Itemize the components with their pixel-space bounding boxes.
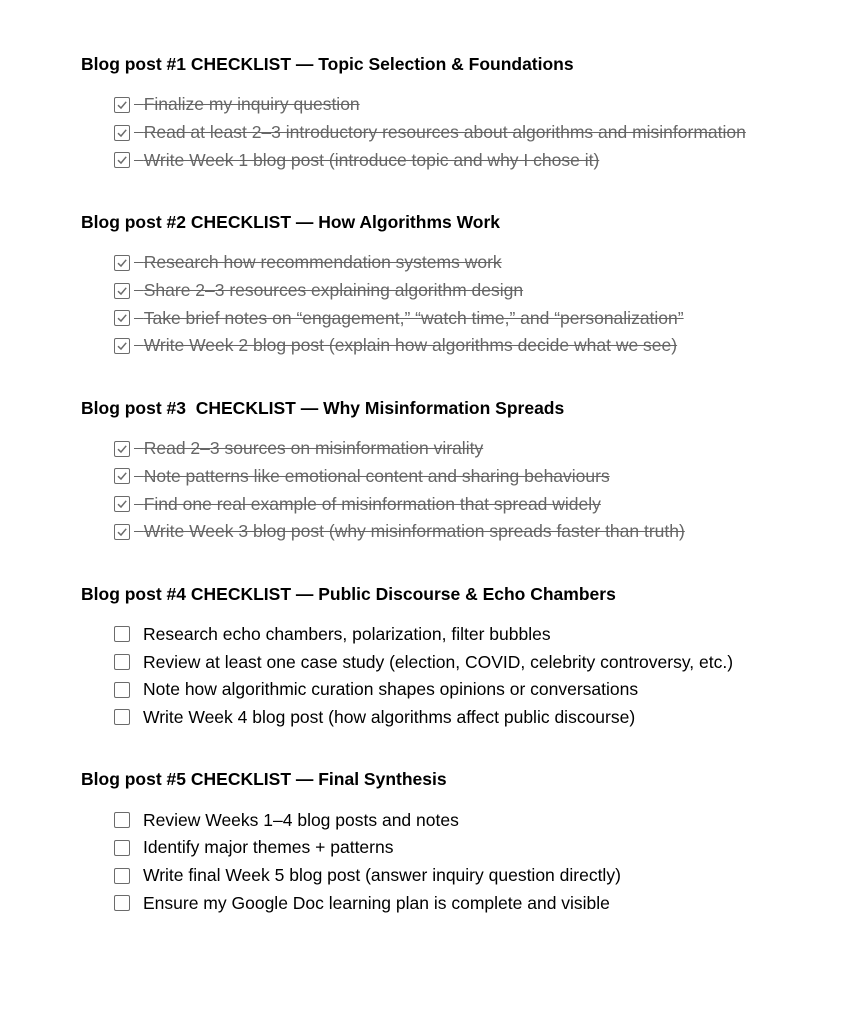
checklist-item [114, 119, 821, 147]
checkbox-checked-icon[interactable] [114, 255, 130, 271]
checkbox-unchecked-icon[interactable] [114, 709, 130, 725]
checklist-section-2 [81, 211, 821, 360]
checklist-item-text: Identify major themes + patterns [143, 837, 394, 858]
checklist-item-text: Research echo chambers, polarization, filter bubbles [143, 623, 551, 644]
checklist-item [114, 332, 821, 360]
checklist [81, 621, 821, 732]
section-heading: Blog post #4 CHECKLIST — Public Discourse & Echo Chambers [81, 583, 616, 604]
checklist-item-text: Write Week 4 blog post (how algorithms affect public discourse) [143, 706, 636, 727]
checkbox-checked-icon[interactable] [114, 468, 130, 484]
checklist-item [114, 704, 821, 732]
checkbox-checked-icon[interactable] [114, 441, 130, 457]
checklist-item-text: Review Weeks 1–4 blog posts and notes [143, 809, 459, 830]
checklist-item-text: Find one real example of misinformation that spread widely [143, 493, 601, 514]
checklist-item [114, 648, 821, 676]
checkbox-checked-icon[interactable] [114, 496, 130, 512]
checklist-item-text: Review at least one case study (election, COVID, celebrity controversy, etc.) [143, 651, 734, 672]
checklist-item-text: Write Week 3 blog post (why misinformation spreads faster than truth) [143, 521, 685, 542]
checklist [81, 249, 821, 360]
checkbox-unchecked-icon[interactable] [114, 812, 130, 828]
checklist-item [114, 435, 821, 463]
checklist-item-text: Write final Week 5 blog post (answer inquiry question directly) [143, 865, 621, 886]
checklist-item-text: Note how algorithmic curation shapes opinions or conversations [143, 679, 639, 700]
checklist-item-text: Read at least 2–3 introductory resources about algorithms and misinformation [143, 122, 746, 143]
checklist-item [114, 249, 821, 277]
checklist-section-4 [81, 583, 821, 732]
checklist [81, 91, 821, 174]
checklist-item [114, 146, 821, 174]
checklist-item [114, 834, 821, 862]
checkbox-checked-icon[interactable] [114, 283, 130, 299]
section-heading: Blog post #3 CHECKLIST — Why Misinformation Spreads [81, 397, 565, 418]
checklist-item [114, 621, 821, 649]
checklist-item-text: Write Week 2 blog post (explain how algorithms decide what we see) [143, 335, 678, 356]
checklist-item-text: Take brief notes on “engagement,” “watch time,” and “personalization” [143, 307, 684, 328]
document-body [81, 53, 821, 917]
checklist-item [114, 518, 821, 546]
checklist-section-3 [81, 397, 821, 546]
checkbox-unchecked-icon[interactable] [114, 626, 130, 642]
checkbox-unchecked-icon[interactable] [114, 840, 130, 856]
checkbox-unchecked-icon[interactable] [114, 868, 130, 884]
section-heading: Blog post #2 CHECKLIST — How Algorithms Work [81, 212, 501, 233]
checklist-section-1 [81, 53, 821, 174]
section-heading: Blog post #5 CHECKLIST — Final Synthesis [81, 769, 447, 790]
checkbox-checked-icon[interactable] [114, 524, 130, 540]
checklist-item [114, 676, 821, 704]
checklist [81, 806, 821, 917]
checklist-item-text: Finalize my inquiry question [143, 94, 360, 115]
checkbox-checked-icon[interactable] [114, 338, 130, 354]
checklist-item-text: Write Week 1 blog post (introduce topic and why I chose it) [143, 149, 600, 170]
checklist-item-text: Ensure my Google Doc learning plan is complete and visible [143, 892, 610, 913]
checklist-item [114, 91, 821, 119]
checkbox-checked-icon[interactable] [114, 310, 130, 326]
checklist-item [114, 463, 821, 491]
checklist-item [114, 862, 821, 890]
checkbox-unchecked-icon[interactable] [114, 682, 130, 698]
checklist-item [114, 889, 821, 917]
checkbox-checked-icon[interactable] [114, 152, 130, 168]
checklist-item-text: Share 2–3 resources explaining algorithm design [143, 280, 524, 301]
checklist-item [114, 277, 821, 305]
checklist [81, 435, 821, 546]
checklist-item-text: Research how recommendation systems work [143, 252, 502, 273]
checkbox-unchecked-icon[interactable] [114, 895, 130, 911]
checkbox-unchecked-icon[interactable] [114, 654, 130, 670]
checklist-item-text: Note patterns like emotional content and sharing behaviours [143, 465, 610, 486]
checkbox-checked-icon[interactable] [114, 125, 130, 141]
checklist-section-5 [81, 768, 821, 917]
section-heading: Blog post #1 CHECKLIST — Topic Selection & Foundations [81, 54, 574, 74]
checklist-item [114, 490, 821, 518]
checklist-item [114, 304, 821, 332]
checkbox-checked-icon[interactable] [114, 97, 130, 113]
checklist-item-text: Read 2–3 sources on misinformation virality [143, 438, 484, 459]
checklist-item [114, 806, 821, 834]
